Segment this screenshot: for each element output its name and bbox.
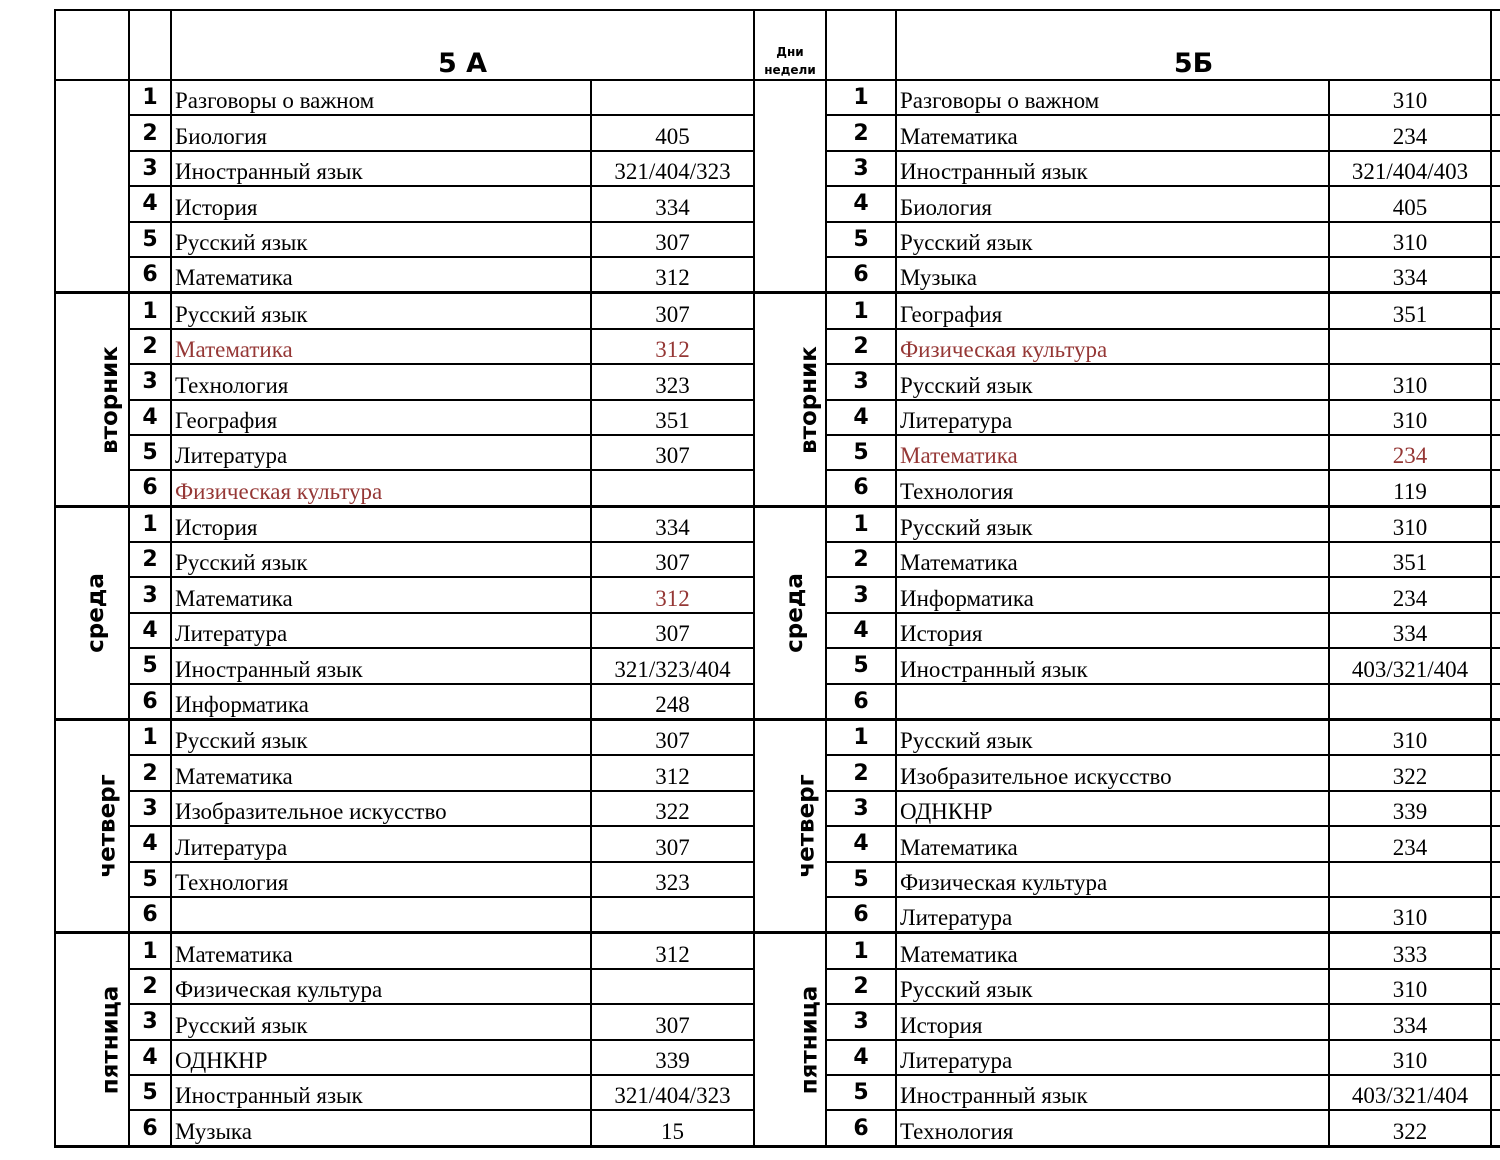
days-of-week-header [754,10,826,80]
subject-cell: Физическая культура [171,969,591,1004]
room-cell: 322 [1329,1110,1491,1146]
edge-cell [1491,257,1500,293]
subject-cell: История [171,506,591,542]
lesson-number: 3 [129,791,171,826]
room-cell: 339 [1329,791,1491,826]
subject-cell: Математика [896,826,1329,861]
subject-cell: История [171,186,591,221]
day-label: среда [781,572,808,653]
room-cell: 310 [1329,400,1491,435]
subject-cell: Русский язык [171,222,591,257]
subject-cell: Биология [171,115,591,150]
edge-cell [1491,329,1500,364]
lesson-row [55,293,1500,329]
lesson-number: 1 [129,933,171,969]
subject-cell: Физическая культура [171,470,591,506]
subject-cell: Литература [171,826,591,861]
room-cell: 351 [1329,542,1491,577]
lesson-number: 4 [129,400,171,435]
lesson-number: 5 [826,222,896,257]
lesson-number: 6 [826,470,896,506]
subject-cell: Русский язык [896,720,1329,756]
subject-cell: Русский язык [171,293,591,329]
room-cell: 307 [591,826,754,861]
lesson-number: 5 [129,1075,171,1110]
lesson-row [55,506,1500,542]
lesson-number: 2 [826,115,896,150]
room-cell: 334 [591,506,754,542]
room-cell: 307 [591,542,754,577]
lesson-number: 5 [129,222,171,257]
room-cell: 234 [1329,115,1491,150]
lesson-number: 2 [129,969,171,1004]
day-label-cell-b [754,293,826,506]
subject-cell: Математика [171,933,591,969]
edge-cell [1491,1075,1500,1110]
lesson-number: 6 [129,897,171,933]
edge-cell [1491,151,1500,186]
lesson-number: 4 [826,613,896,648]
room-cell: 334 [1329,613,1491,648]
lesson-row [55,80,1500,115]
subject-cell: Иностранный язык [171,151,591,186]
room-cell: 403/321/404 [1329,648,1491,683]
room-cell: 322 [1329,755,1491,790]
room-cell: 234 [1329,577,1491,612]
subject-cell: Технология [171,862,591,897]
subject-cell: Технология [171,364,591,399]
subject-cell: Информатика [171,684,591,720]
subject-cell: Русский язык [896,969,1329,1004]
lesson-number: 5 [826,648,896,683]
subject-cell: Математика [896,435,1329,470]
subject-cell: Русский язык [896,506,1329,542]
room-cell: 321/404/323 [591,151,754,186]
lesson-number: 4 [129,613,171,648]
day-label: пятница [97,985,124,1094]
edge-cell [1491,969,1500,1004]
lesson-number: 2 [826,329,896,364]
subject-cell: География [171,400,591,435]
lesson-number: 3 [129,577,171,612]
lesson-number: 1 [129,293,171,329]
subject-cell [171,897,591,933]
lesson-number: 2 [826,969,896,1004]
subject-cell: Иностранный язык [896,648,1329,683]
day-label: пятница [796,985,823,1094]
edge-cell [1491,1004,1500,1039]
subject-cell: Математика [896,542,1329,577]
room-cell: 403/321/404 [1329,1075,1491,1110]
room-cell: 307 [591,435,754,470]
edge-cell [1491,1110,1500,1146]
lesson-number: 5 [129,435,171,470]
subject-cell: История [896,1004,1329,1039]
subject-cell: Изобразительное искусство [896,755,1329,790]
lesson-number: 1 [826,506,896,542]
room-cell: 307 [591,293,754,329]
subject-cell: Разговоры о важном [171,80,591,115]
lesson-number: 1 [129,80,171,115]
lesson-number: 6 [129,257,171,293]
room-cell: 312 [591,577,754,612]
day-label: вторник [795,345,822,454]
lesson-number: 3 [129,1004,171,1039]
subject-cell: Русский язык [171,542,591,577]
header-empty-cell [826,10,896,80]
lesson-row [55,720,1500,756]
subject-cell: Русский язык [896,364,1329,399]
room-cell: 307 [591,222,754,257]
lesson-number: 1 [129,720,171,756]
edge-cell [1491,720,1500,756]
lesson-number: 6 [826,257,896,293]
room-cell: 312 [591,933,754,969]
edge-cell [1491,222,1500,257]
lesson-number: 6 [129,1110,171,1146]
room-cell: 310 [1329,969,1491,1004]
subject-cell: История [896,613,1329,648]
subject-cell: Литература [896,897,1329,933]
room-cell: 321/323/404 [591,648,754,683]
room-cell: 310 [1329,364,1491,399]
subject-cell: Физическая культура [896,862,1329,897]
edge-cell [1491,684,1500,720]
room-cell: 307 [591,613,754,648]
lesson-number: 3 [129,151,171,186]
subject-cell: Русский язык [171,720,591,756]
lesson-number: 4 [129,826,171,861]
subject-cell: Математика [171,755,591,790]
subject-cell: Математика [171,257,591,293]
room-cell: 248 [591,684,754,720]
subject-cell: Русский язык [171,1004,591,1039]
subject-cell: Музыка [896,257,1329,293]
edge-cell [1491,791,1500,826]
lesson-number: 4 [826,400,896,435]
subject-cell: Иностранный язык [896,1075,1329,1110]
subject-cell: Математика [171,577,591,612]
days-label-line1: Дни [776,45,804,59]
lesson-number: 6 [129,470,171,506]
edge-cell [1491,293,1500,329]
lesson-number: 5 [826,1075,896,1110]
room-cell: 334 [1329,1004,1491,1039]
edge-cell [1491,1040,1500,1075]
edge-cell [1491,613,1500,648]
room-cell: 307 [591,720,754,756]
room-cell: 119 [1329,470,1491,506]
day-label-cell-b [754,720,826,933]
subject-cell: Иностранный язык [896,151,1329,186]
subject-cell: Технология [896,1110,1329,1146]
class-a-header: 5 А [171,10,754,80]
header-empty-cell [55,10,129,80]
lesson-number: 2 [129,755,171,790]
lesson-number: 3 [826,151,896,186]
lesson-number: 1 [826,720,896,756]
room-cell [591,897,754,933]
room-cell: 339 [591,1040,754,1075]
edge-cell [1491,364,1500,399]
lesson-number: 3 [129,364,171,399]
subject-cell: Литература [896,400,1329,435]
room-cell: 234 [1329,826,1491,861]
subject-cell: Математика [896,933,1329,969]
edge-cell [1491,400,1500,435]
schedule-table [54,9,1500,1148]
room-cell: 312 [591,329,754,364]
lesson-number: 4 [129,186,171,221]
edge-cell [1491,470,1500,506]
lesson-number: 4 [826,1040,896,1075]
room-cell [1329,684,1491,720]
edge-cell [1491,577,1500,612]
day-label: среда [82,572,109,653]
room-cell: 334 [1329,257,1491,293]
day-label-cell-a [55,506,129,719]
lesson-number: 3 [826,577,896,612]
subject-cell: Математика [171,329,591,364]
edge-cell [1491,862,1500,897]
day-label-cell-a [55,80,129,293]
room-cell: 333 [1329,933,1491,969]
subject-cell: Информатика [896,577,1329,612]
lesson-number: 4 [826,186,896,221]
subject-cell: Разговоры о важном [896,80,1329,115]
lesson-number: 3 [826,364,896,399]
room-cell: 310 [1329,720,1491,756]
room-cell: 310 [1329,1040,1491,1075]
room-cell: 307 [591,1004,754,1039]
room-cell [1329,329,1491,364]
header-row [55,10,1500,80]
subject-cell: ОДНКНР [171,1040,591,1075]
lesson-number: 3 [826,791,896,826]
class-b-header: 5Б [896,10,1491,80]
room-cell: 351 [591,400,754,435]
lesson-number: 2 [826,755,896,790]
room-cell: 310 [1329,897,1491,933]
lesson-row [55,933,1500,969]
subject-cell: Русский язык [896,222,1329,257]
subject-cell: Иностранный язык [171,648,591,683]
room-cell: 323 [591,364,754,399]
header-edge-cell [1491,10,1500,80]
lesson-number: 2 [129,329,171,364]
subject-cell: Музыка [171,1110,591,1146]
day-label: четверг [793,774,820,878]
edge-cell [1491,542,1500,577]
day-label-cell-b [754,80,826,293]
edge-cell [1491,435,1500,470]
subject-cell: Литература [896,1040,1329,1075]
day-label: вторник [96,345,123,454]
subject-cell: География [896,293,1329,329]
day-label-cell-a [55,933,129,1146]
lesson-number: 1 [129,506,171,542]
days-label-line2: недели [764,63,816,77]
edge-cell [1491,186,1500,221]
lesson-number: 4 [129,1040,171,1075]
day-label-cell-a [55,720,129,933]
lesson-number: 6 [826,897,896,933]
room-cell [591,470,754,506]
edge-cell [1491,648,1500,683]
lesson-number: 6 [826,1110,896,1146]
lesson-number: 5 [129,862,171,897]
room-cell: 322 [591,791,754,826]
edge-cell [1491,80,1500,115]
room-cell: 405 [1329,186,1491,221]
lesson-number: 3 [826,1004,896,1039]
lesson-number: 6 [129,684,171,720]
day-label-cell-b [754,933,826,1146]
room-cell [591,969,754,1004]
room-cell [1329,862,1491,897]
edge-cell [1491,755,1500,790]
lesson-number: 1 [826,80,896,115]
edge-cell [1491,826,1500,861]
edge-cell [1491,897,1500,933]
edge-cell [1491,506,1500,542]
lesson-number: 2 [826,542,896,577]
room-cell: 310 [1329,506,1491,542]
subject-cell: Математика [896,115,1329,150]
room-cell: 405 [591,115,754,150]
header-empty-cell [129,10,171,80]
lesson-number: 4 [826,826,896,861]
edge-cell [1491,933,1500,969]
lesson-number: 1 [826,293,896,329]
day-label-cell-b [754,506,826,719]
lesson-number: 1 [826,933,896,969]
subject-cell: ОДНКНР [896,791,1329,826]
lesson-number: 5 [129,648,171,683]
lesson-number: 6 [826,684,896,720]
subject-cell: Биология [896,186,1329,221]
lesson-number: 5 [826,435,896,470]
subject-cell: Технология [896,470,1329,506]
day-label: четверг [94,774,121,878]
room-cell: 321/404/323 [591,1075,754,1110]
lesson-number: 5 [826,862,896,897]
subject-cell [896,684,1329,720]
room-cell: 312 [591,257,754,293]
room-cell: 234 [1329,435,1491,470]
room-cell: 351 [1329,293,1491,329]
room-cell: 15 [591,1110,754,1146]
lesson-number: 2 [129,115,171,150]
room-cell: 310 [1329,222,1491,257]
edge-cell [1491,115,1500,150]
room-cell: 323 [591,862,754,897]
subject-cell: Литература [171,613,591,648]
subject-cell: Литература [171,435,591,470]
room-cell: 312 [591,755,754,790]
lesson-number: 2 [129,542,171,577]
room-cell: 334 [591,186,754,221]
subject-cell: Физическая культура [896,329,1329,364]
room-cell: 310 [1329,80,1491,115]
subject-cell: Изобразительное искусство [171,791,591,826]
subject-cell: Иностранный язык [171,1075,591,1110]
room-cell: 321/404/403 [1329,151,1491,186]
day-label-cell-a [55,293,129,506]
room-cell [591,80,754,115]
